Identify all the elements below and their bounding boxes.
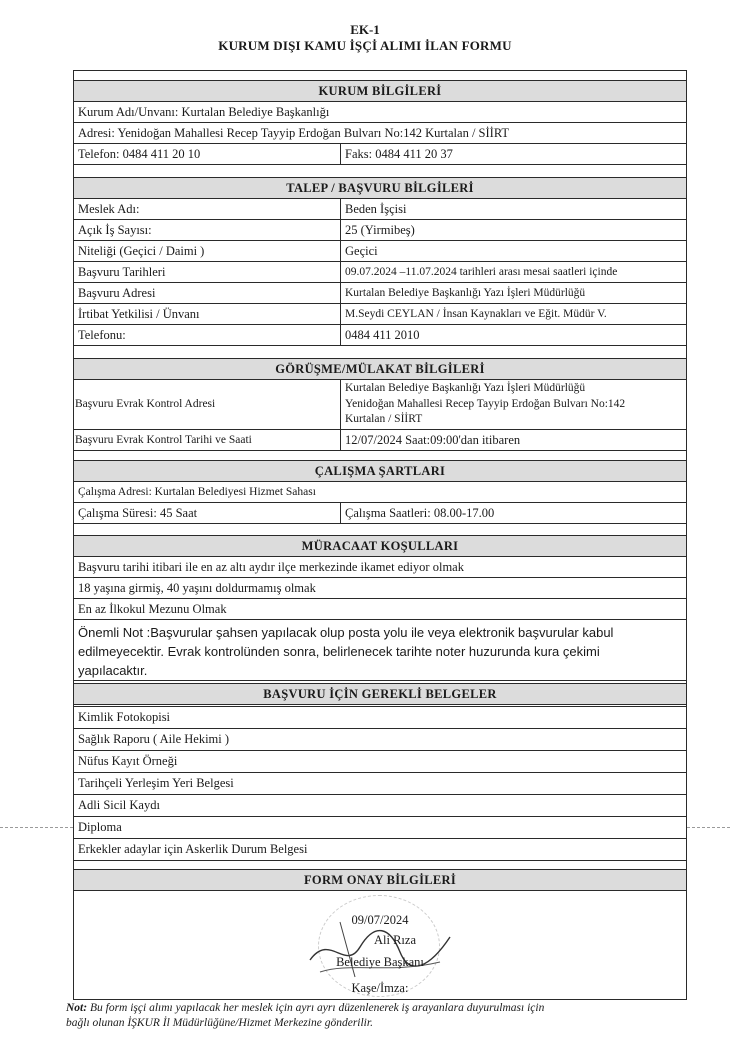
kurum-address: Adresi: Yenidoğan Mahallesi Recep Tayyip Erdoğan Bulvarı No:142 Kurtalan / SİİRT [73, 122, 687, 144]
muracaat-condition: En az İlkokul Mezunu Olmak [73, 598, 687, 620]
approval-date: 09/07/2024 [351, 913, 409, 927]
important-note-line: edilmeyecektir. Evrak kontrolünden sonra, belirlenecek tarihte noter huzurunda kura çekimi [78, 644, 600, 659]
talep-row-label: Telefonu: [73, 324, 341, 346]
scan-artifact-line [687, 827, 730, 828]
belge-item: Kimlik Fotokopisi [73, 706, 687, 729]
evrak-adres-line: Yenidoğan Mahallesi Recep Tayyip Erdoğan Bulvarı No:142 [345, 397, 626, 410]
important-note-line: Önemli Not :Başvurular şahsen yapılacak olup posta yolu ile veya elektronik başvurular kabul [78, 625, 614, 640]
talep-row-value: M.Seydi CEYLAN / İnsan Kaynakları ve Eğit. Müdür V. [340, 303, 687, 325]
scan-artifact-line [0, 827, 73, 828]
talep-row-value: 0484 411 2010 [340, 324, 687, 346]
talep-row-value: Geçici [340, 240, 687, 262]
section-form-onay: FORM ONAY BİLGİLERİ [73, 869, 687, 891]
approval-stamp-label: Kaşe/İmza: [351, 981, 409, 995]
kurum-fax: Faks: 0484 411 20 37 [340, 143, 687, 165]
muracaat-condition: Başvuru tarihi itibari ile en az altı aydır ilçe merkezinde ikamet ediyor olmak [73, 556, 687, 578]
belge-item: Nüfus Kayıt Örneği [73, 750, 687, 773]
belge-item: Sağlık Raporu ( Aile Hekimi ) [73, 728, 687, 751]
section-gerekli-belgeler: BAŞVURU İÇİN GEREKLİ BELGELER [73, 683, 687, 705]
evrak-adres-line: Kurtalan Belediye Başkanlığı Yazı İşleri Müdürlüğü [345, 382, 586, 394]
calisma-hours: Çalışma Saatleri: 08.00-17.00 [340, 502, 687, 524]
section-muracaat-kosullari: MÜRACAAT KOŞULLARI [73, 535, 687, 557]
evrak-adres-label: Başvuru Evrak Kontrol Adresi [73, 379, 341, 430]
belge-item: Erkekler adaylar için Askerlik Durum Belgesi [73, 838, 687, 861]
section-talep-bilgileri: TALEP / BAŞVURU BİLGİLERİ [73, 177, 687, 199]
talep-row-value: Kurtalan Belediye Başkanlığı Yazı İşleri Müdürlüğü [340, 282, 687, 304]
belge-item: Diploma [73, 816, 687, 839]
important-note-line: yapılacaktır. [78, 663, 148, 678]
footnote-label: Not: [66, 1002, 88, 1014]
approval-block [73, 892, 687, 1000]
calisma-address: Çalışma Adresi: Kurtalan Belediyesi Hizmet Sahası [73, 481, 687, 503]
muracaat-condition: 18 yaşına girmiş, 40 yaşını doldurmamış olmak [73, 577, 687, 599]
form-annex-label: EK-1 [350, 22, 380, 37]
evrak-adres-value [340, 379, 687, 430]
footnote [66, 1001, 666, 1030]
talep-row-label: Meslek Adı: [73, 198, 341, 220]
talep-row-value: 25 (Yirmibeş) [340, 219, 687, 241]
kurum-name: Kurum Adı/Unvanı: Kurtalan Belediye Başkanlığı [73, 101, 687, 123]
section-calisma-sartlari: ÇALIŞMA ŞARTLARI [73, 460, 687, 482]
talep-row-value: Beden İşçisi [340, 198, 687, 220]
talep-row-label: Başvuru Tarihleri [73, 261, 341, 283]
important-note [73, 619, 687, 681]
kurum-phone: Telefon: 0484 411 20 10 [73, 143, 341, 165]
talep-row-value: 09.07.2024 –11.07.2024 tarihleri arası mesai saatleri içinde [340, 261, 687, 283]
form-title: KURUM DIŞI KAMU İŞÇİ ALIMI İLAN FORMU [218, 38, 512, 53]
talep-row-label: Başvuru Adresi [73, 282, 341, 304]
evrak-adres-line: Kurtalan / SİİRT [345, 413, 423, 425]
section-kurum-bilgileri: KURUM BİLGİLERİ [73, 80, 687, 102]
evrak-tarih-value: 12/07/2024 Saat:09:00'dan itibaren [340, 429, 687, 451]
approval-signer: Ali Rıza [373, 933, 416, 947]
section-gorusme-bilgileri: GÖRÜŞME/MÜLAKAT BİLGİLERİ [73, 358, 687, 380]
talep-row-label: Niteliği (Geçici / Daimi ) [73, 240, 341, 262]
talep-row-label: İrtibat Yetkilisi / Ünvanı [73, 303, 341, 325]
talep-row-label: Açık İş Sayısı: [73, 219, 341, 241]
approval-title: Belediye Başkanı [336, 955, 424, 969]
calisma-duration: Çalışma Süresi: 45 Saat [73, 502, 341, 524]
belge-item: Adli Sicil Kaydı [73, 794, 687, 817]
footnote-line: Bu form işçi alımı yapılacak her meslek için ayrı ayrı düzenlenerek iş arayanlara duyurulması için [89, 1002, 545, 1014]
footnote-line: bağlı olunan İŞKUR İl Müdürlüğüne/Hizmet Merkezine gönderilir. [66, 1016, 373, 1029]
belge-item: Tarihçeli Yerleşim Yeri Belgesi [73, 772, 687, 795]
evrak-tarih-label: Başvuru Evrak Kontrol Tarihi ve Saati [73, 429, 341, 451]
